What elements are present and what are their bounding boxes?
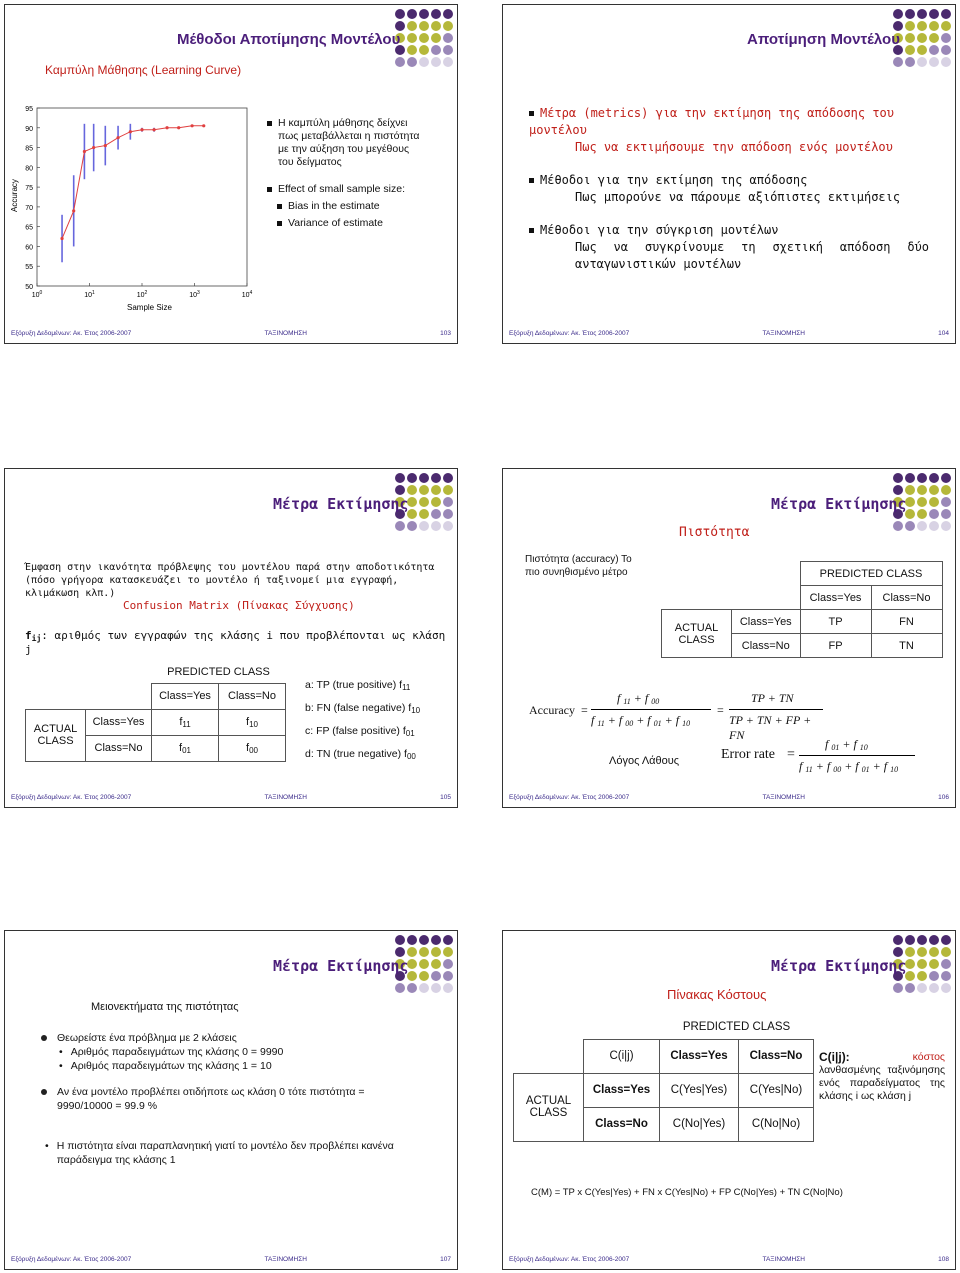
bullet-methods-sub: Πως μπορούνε να πάρουμε αξιόπιστες εκτιμήσεις [575,190,901,204]
page-number: 108 [938,1256,949,1263]
effect-text: Effect of small sample size: [278,183,406,195]
error-label-greek: Λόγος Λάθους [609,755,680,767]
cell-f01: $f_{01}$ [152,735,219,761]
decorative-dots [395,9,453,67]
actual-class-header: ACTUAL CLASS [662,610,732,658]
cell-c-no-no: C(No|No) [739,1107,814,1141]
row-no: Class=No [86,735,152,761]
intro-text: Έμφαση στην ικανότητα πρόβλεψης του μοντέλου παρά στην αποδοτικότητα (πόσο γρήγορα κατασκευάζει το μοντέλο ή ταξινομεί μια εγγραφή, κλιμάκωση κλπ.) [25,562,435,599]
y-tick-label: 90 [25,125,33,133]
bullet-metrics-sub: Πως να εκτιμήσουμε την απόδοση ενός μοντέλου [575,140,893,154]
y-tick-label: 75 [25,185,33,193]
footer-topic: ΤΑΞΙΝΟΜΗΣΗ [264,794,307,801]
actual-class-header: ACTUAL CLASS [514,1073,584,1141]
slide-106 [502,468,956,808]
cell-tn: TN [871,634,942,658]
slide-105 [4,468,458,808]
error-rate-label: Error rate [721,747,776,762]
legend-tp: a: TP (true positive) $f_{11}$ [305,679,411,692]
slide-subtitle: Καμπύλη Μάθησης (Learning Curve) [45,63,242,77]
learning-curve-chart [7,100,257,325]
col-no: Class=No [219,683,286,709]
y-tick-label: 50 [25,284,33,291]
y-axis-label: Accuracy [10,179,19,212]
row-yes: Class=Yes [732,610,801,634]
cij-definition [819,1051,945,1103]
chart-description [267,117,427,230]
cell-c-yes-yes: C(Yes|Yes) [660,1073,739,1107]
cost-formula: C(M) = TP x C(Yes|Yes) + FN x C(Yes|No) + FP C(No|Yes) + TN C(No|No) [531,1187,843,1198]
data-point [116,136,119,139]
point-misleading: • Η πιστότητα είναι παραπλανητική γιατί το μοντέλο δεν προβλέπει κανένα παράδειγμα της κλάσης 1 [45,1140,394,1166]
actual-class-header: ACTUAL CLASS [26,709,86,761]
data-point [165,126,168,129]
slide-footer [509,1256,949,1266]
confusion-matrix [661,561,943,658]
x-tick-label: $10^0$ [31,290,43,299]
page-number: 105 [440,794,451,801]
point-problem: Θεωρείστε ένα πρόβλημα με 2 κλάσεις [41,1031,411,1045]
slide-104 [502,4,956,344]
y-tick-label: 55 [25,264,33,272]
col-no: Class=No [739,1039,814,1073]
page-number: 107 [440,1256,451,1263]
page-number: 103 [440,330,451,337]
data-point [129,130,132,133]
decorative-dots [893,9,951,67]
fij-text: : αριθμός των εγγραφών της κλάσης i που προβλέπονται ως κλάση j [25,629,446,656]
legend-fp: c: FP (false positive) $f_{01}$ [305,725,415,738]
fij-symbol: f [25,629,32,642]
predicted-class-header: PREDICTED CLASS [167,665,270,678]
x-tick-label: $10^2$ [136,290,148,299]
row-yes: Class=Yes [86,709,152,735]
variance-text: Variance of estimate [288,217,383,229]
slide-body [529,105,929,273]
legend-tn: d: TN (true negative) $f_{00}$ [305,748,416,761]
cell-c-yes-no: C(Yes|No) [739,1073,814,1107]
slide-title: Μέτρα Εκτίμησης [771,957,907,975]
y-tick-label: 85 [25,145,33,153]
data-point [104,144,107,147]
slide-103 [4,4,458,344]
slide-title: Μέτρα Εκτίμησης [273,957,409,975]
y-tick-label: 60 [25,244,33,252]
point-class1: • Αριθμός παραδειγμάτων της κλάσης 1 = 10 [59,1060,272,1072]
slide-108 [502,930,956,1270]
data-point [202,124,205,127]
cell-fn: FN [871,610,942,634]
row-no: Class=No [732,634,801,658]
fij-definition [25,629,457,656]
slide-subtitle: Πιστότητα [679,525,750,540]
cost-word: κόστος [912,1051,945,1063]
slide-footer [11,330,451,340]
data-point [152,128,155,131]
slide-title: Μέτρα Εκτίμησης [273,495,409,513]
slide-footer [11,1256,451,1266]
footer-topic: ΤΑΞΙΝΟΜΗΣΗ [762,794,805,801]
accuracy-formula: Accuracy = f $_{11}$ + f $_{00}$ f $_{11}$ + f $_{00}$ + f $_{01}$ + f $_{10}$ = TP + TN TP + TN + FP + FN [529,691,829,731]
footer-course: Εξόρυξη Δεδομένων: Ακ. Έτος 2006-2007 [509,330,630,337]
x-tick-label: $10^4$ [241,290,253,299]
page-number: 104 [938,330,949,337]
legend-fn: b: FN (false negative) $f_{10}$ [305,702,421,715]
col-yes: Class=Yes [660,1039,739,1073]
description-text: Η καμπύλη μάθησης δείχνει πως μεταβάλλεται η πιστότητα με την αύξηση του μεγέθους του δείγματος [278,117,420,168]
x-tick-label: $10^3$ [189,290,200,299]
cm-legend [305,675,420,767]
data-point [140,128,143,131]
data-point [72,209,75,212]
accuracy-label: Accuracy [529,703,575,717]
footer-course: Εξόρυξη Δεδομένων: Ακ. Έτος 2006-2007 [11,1256,132,1263]
slide-footer [509,794,949,804]
accuracy-description: Πιστότητα (accuracy) Το πιο συνηθισμένο μέτρο [525,554,632,578]
cm-title: Confusion Matrix (Πίνακας Σύγχυσης) [123,599,355,612]
cell-tp: TP [800,610,871,634]
x-tick-label: $10^1$ [84,290,95,299]
cij-header: C(i|j) [584,1039,660,1073]
slide-subtitle: Πίνακας Κόστους [667,987,767,1002]
footer-course: Εξόρυξη Δεδομένων: Ακ. Έτος 2006-2007 [11,330,132,337]
data-point [92,146,95,149]
point-class0: • Αριθμός παραδειγμάτων της κλάσης 0 = 9990 [59,1046,284,1058]
col-yes: Class=Yes [152,683,219,709]
cell-f11: $f_{11}$ [152,709,219,735]
slide-footer [11,794,451,804]
slide-body [41,1031,411,1167]
footer-topic: ΤΑΞΙΝΟΜΗΣΗ [264,330,307,337]
point-accuracy: Αν ένα μοντέλο προβλέπει οτιδήποτε ως κλάση 0 τότε πιστότητα = 9990/10000 = 99.9 % [41,1085,411,1113]
data-point [60,237,63,240]
data-point [83,150,86,153]
bias-text: Bias in the estimate [288,200,380,212]
footer-topic: ΤΑΞΙΝΟΜΗΣΗ [762,330,805,337]
slide-title: Αποτίμηση Μοντέλου [747,31,900,48]
cost-matrix [513,1015,814,1142]
bullet-methods: Μέθοδοι για την εκτίμηση της απόδοσης [540,173,808,187]
cell-f10: $f_{10}$ [219,709,286,735]
row-no: Class=No [584,1107,660,1141]
slide-title: Μέτρα Εκτίμησης [771,495,907,513]
footer-course: Εξόρυξη Δεδομένων: Ακ. Έτος 2006-2007 [509,794,630,801]
footer-topic: ΤΑΞΙΝΟΜΗΣΗ [264,1256,307,1263]
col-no: Class=No [871,586,942,610]
footer-course: Εξόρυξη Δεδομένων: Ακ. Έτος 2006-2007 [11,794,132,801]
bullet-compare: Μέθοδοι για την σύγκριση μοντέλων [540,223,779,237]
y-tick-label: 80 [25,165,33,173]
footer-course: Εξόρυξη Δεδομένων: Ακ. Έτος 2006-2007 [509,1256,630,1263]
page-number: 106 [938,794,949,801]
y-tick-label: 70 [25,204,33,212]
cell-c-no-yes: C(No|Yes) [660,1107,739,1141]
cij-term: C(i|j): [819,1050,850,1064]
predicted-class-header: PREDICTED CLASS [800,562,942,586]
bullet-compare-sub: Πως να συγκρίνουμε τη σχετική απόδοση δύο ανταγωνιστικών μοντέλων [575,240,929,271]
bullet-metrics: Μέτρα (metrics) για την εκτίμηση της απόδοσης του μοντέλου [529,106,895,137]
y-tick-label: 65 [25,224,33,232]
col-yes: Class=Yes [800,586,871,610]
plot-area [37,108,247,286]
confusion-matrix [25,661,286,762]
predicted-class-header: PREDICTED CLASS [682,1020,791,1033]
data-point [177,126,180,129]
x-axis-label: Sample Size [127,303,172,312]
y-tick-label: 95 [25,106,33,113]
footer-topic: ΤΑΞΙΝΟΜΗΣΗ [762,1256,805,1263]
slide-footer [509,330,949,340]
data-point [190,124,193,127]
slide-title: Μέθοδοι Αποτίμησης Μοντέλου [177,31,401,48]
cij-text: λανθασμένης ταξινόμησης ενός παραδείγματος της κλάσης i ως κλάση j [819,1064,945,1102]
row-yes: Class=Yes [584,1073,660,1107]
fij-subscript: ij [31,634,42,643]
error-rate-formula: Error rate = f $_{01}$ + f $_{10}$ f $_{11}$ + f $_{00}$ + f $_{01}$ + f $_{10}$ [721,737,921,777]
cell-f00: $f_{00}$ [219,735,286,761]
slide-107 [4,930,458,1270]
cell-fp: FP [800,634,871,658]
slide-subtitle: Μειονεκτήματα της πιστότητας [91,1001,239,1013]
